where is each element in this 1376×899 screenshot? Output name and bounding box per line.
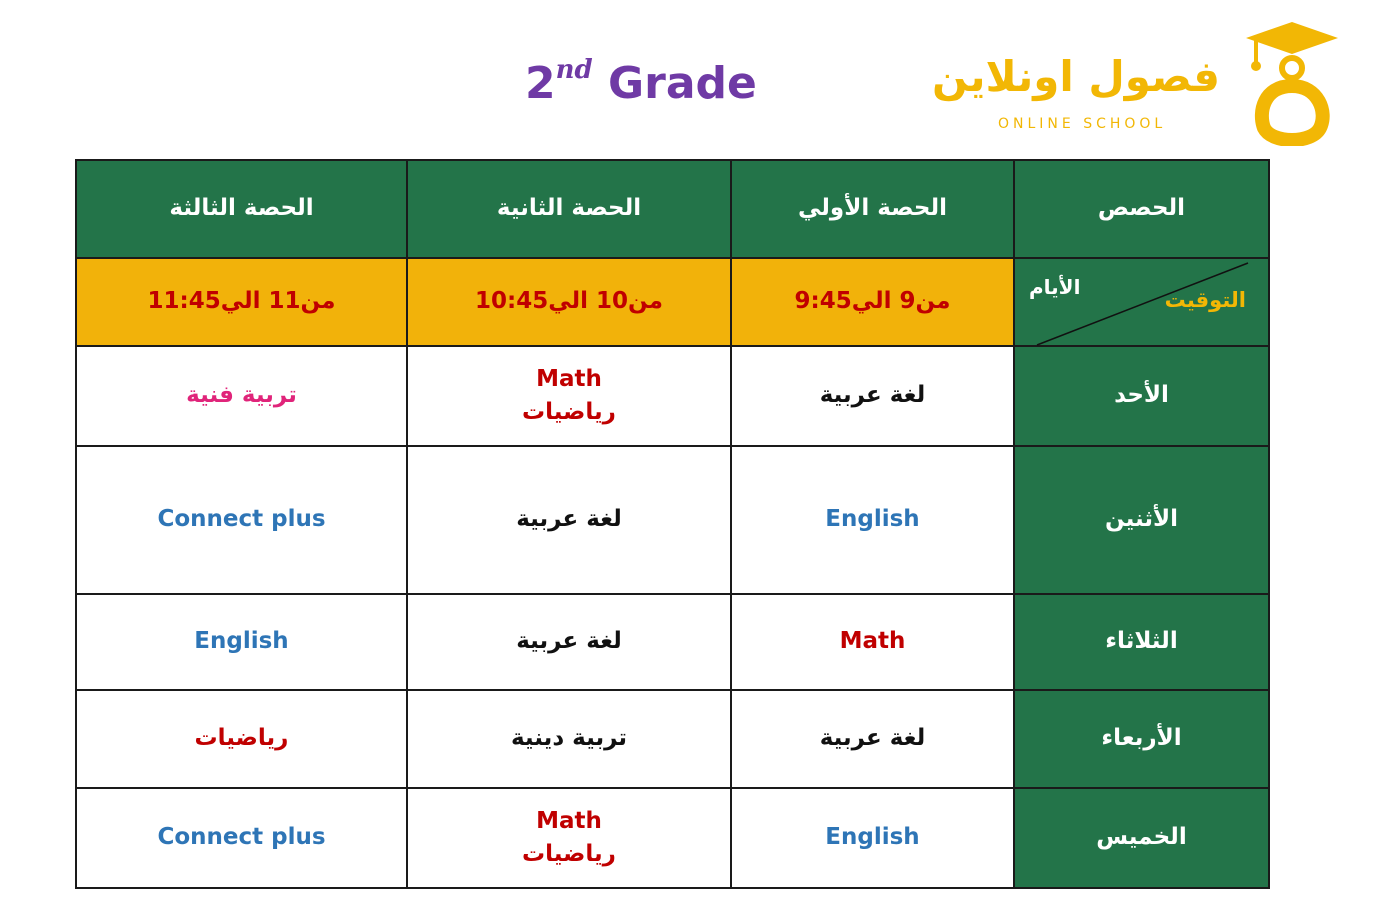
cell-wednesday-p1: لغة عربية <box>731 690 1014 788</box>
page-title <box>525 55 757 109</box>
corner-cell <box>1014 258 1269 346</box>
cell-monday-p2: لغة عربية <box>407 446 731 594</box>
header-period-1: الحصة الأولي <box>731 160 1014 258</box>
cell-thursday-p2-en: Math <box>536 807 602 834</box>
header-period-3: الحصة الثالثة <box>76 160 407 258</box>
day-wednesday: الأربعاء <box>1014 690 1269 788</box>
times-row <box>76 258 1269 346</box>
cell-tuesday-p1: Math <box>731 594 1014 690</box>
cell-sunday-p3: تربية فنية <box>76 346 407 446</box>
table-row <box>76 788 1269 888</box>
title-grade: Grade <box>608 58 757 109</box>
cell-sunday-p2 <box>407 346 731 446</box>
cell-wednesday-p3: رياضيات <box>76 690 407 788</box>
cell-monday-p3: Connect plus <box>76 446 407 594</box>
cell-thursday-p3: Connect plus <box>76 788 407 888</box>
table-header-row <box>76 160 1269 258</box>
title-ordinal: nd <box>555 55 593 86</box>
corner-time-label: التوقيت <box>1164 288 1246 312</box>
cell-thursday-p1: English <box>731 788 1014 888</box>
day-thursday: الخميس <box>1014 788 1269 888</box>
day-tuesday: الثلاثاء <box>1014 594 1269 690</box>
title-number: 2 <box>525 58 556 109</box>
day-monday: الأثنين <box>1014 446 1269 594</box>
cell-sunday-p1: لغة عربية <box>731 346 1014 446</box>
cell-tuesday-p2: لغة عربية <box>407 594 731 690</box>
cell-tuesday-p3: English <box>76 594 407 690</box>
table-row <box>76 594 1269 690</box>
table-row <box>76 346 1269 446</box>
time-period-2: من10 الي10:45 <box>407 258 731 346</box>
day-sunday: الأحد <box>1014 346 1269 446</box>
table-row <box>76 690 1269 788</box>
cell-sunday-p2-en: Math <box>536 365 602 392</box>
header-periods: الحصص <box>1014 160 1269 258</box>
cell-sunday-p2-ar: رياضيات <box>522 399 616 425</box>
logo-english-text: ONLINE SCHOOL <box>998 116 1167 132</box>
logo-arabic-text: فصول اونلاين <box>931 52 1220 101</box>
time-period-1: من9 الي9:45 <box>731 258 1014 346</box>
table-row <box>76 446 1269 594</box>
corner-days-label: الأيام <box>1029 275 1081 299</box>
schedule-table <box>75 159 1270 889</box>
graduation-cap-logo-icon <box>1242 20 1342 146</box>
time-period-3: من11 الي11:45 <box>76 258 407 346</box>
cell-thursday-p2 <box>407 788 731 888</box>
cell-thursday-p2-ar: رياضيات <box>522 841 616 867</box>
header-period-2: الحصة الثانية <box>407 160 731 258</box>
cell-wednesday-p2: تربية دينية <box>407 690 731 788</box>
cell-monday-p1: English <box>731 446 1014 594</box>
